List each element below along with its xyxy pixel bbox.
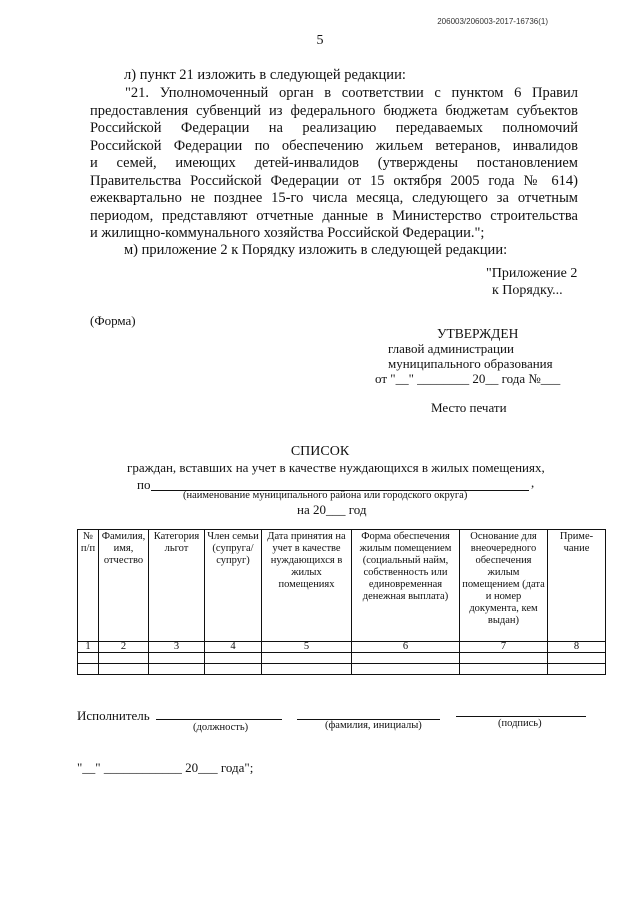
- document-id: 206003/206003-2017-16736(1): [437, 17, 548, 26]
- column-number-cell: 5: [262, 642, 352, 653]
- column-number-cell: 6: [352, 642, 460, 653]
- list-year: на 20___ год: [297, 502, 367, 517]
- table-header-row: [78, 530, 606, 642]
- approved-title: УТВЕРЖДЕН: [437, 326, 519, 341]
- column-number-cell: 4: [205, 642, 262, 653]
- header-cell-name: Фамилия, имя, отчество: [99, 530, 149, 642]
- table-cell: [460, 664, 548, 675]
- header-cell-basis: Основание для внеочередного обеспечения жилым помещением (дата и номер документа, кем выдан): [460, 530, 548, 642]
- approved-line-2: муниципального образования: [388, 356, 553, 371]
- table-cell: [548, 664, 606, 675]
- page-number: 5: [316, 33, 324, 48]
- approved-line-3: от "__" ________ 20__ года №___: [375, 371, 561, 386]
- header-cell-number: № п/п: [78, 530, 99, 642]
- list-title: СПИСОК: [290, 444, 350, 459]
- paragraph-21-line-2: предоставления субвенций из федерального бюджета бюджетам субъектов: [90, 102, 578, 119]
- table-row: [78, 653, 606, 664]
- table-cell: [78, 664, 99, 675]
- list-comma: ,: [531, 475, 535, 490]
- table-cell: [460, 653, 548, 664]
- column-number-cell: 1: [78, 642, 99, 653]
- list-po: по: [137, 477, 151, 492]
- table-cell: [149, 653, 205, 664]
- paragraph-21-line-7: ежеквартально не позднее 15-го числа месяца, следующего за отчетным: [90, 190, 578, 206]
- item-l-text: л) пункт 21 изложить в следующей редакции:: [124, 67, 406, 83]
- paragraph-21-line-1: "21. Уполномоченный орган в соответствии с пунктом 6 Правил: [125, 85, 578, 101]
- column-number-cell: 8: [548, 642, 606, 653]
- approved-line-1: главой администрации: [388, 341, 514, 356]
- register-table: [77, 529, 606, 675]
- executor-label: Исполнитель: [77, 708, 150, 723]
- paragraph-21-line-3: Российской Федерации на реализацию передаваемых полномочий: [90, 120, 578, 136]
- table-cell: [149, 664, 205, 675]
- column-number-cell: 3: [149, 642, 205, 653]
- signature-caption: (подпись): [498, 718, 542, 729]
- column-number-cell: 7: [460, 642, 548, 653]
- stamp-place: Место печати: [431, 400, 507, 415]
- table-cell: [352, 653, 460, 664]
- item-m-text: м) приложение 2 к Порядку изложить в следующей редакции:: [124, 242, 508, 258]
- paragraph-21-line-4: Российской Федерации по обеспечению жильем ветеранов, инвалидов: [90, 137, 578, 154]
- table-cell: [205, 664, 262, 675]
- table-cell: [262, 664, 352, 675]
- paragraph-21-line-5: и семей, имеющих детей-инвалидов (утверждены постановлением: [90, 155, 578, 171]
- table-cell: [262, 653, 352, 664]
- appendix-line-2: к Порядку...: [492, 283, 563, 298]
- header-cell-note: Приме- чание: [548, 530, 606, 642]
- signature-line: [456, 716, 586, 717]
- appendix-line-1: "Приложение 2: [486, 266, 578, 281]
- table-row: [78, 664, 606, 675]
- table-cell: [205, 653, 262, 664]
- paragraph-21-line-6: Правительства Российской Федерации от 15 октября 2005 года № 614): [90, 172, 578, 189]
- header-cell-registration-date: Дата принятия на учет в качестве нуждающихся в жилых помещениях: [262, 530, 352, 642]
- position-line: [156, 719, 282, 720]
- date-line: "__" ____________ 20___ года";: [77, 760, 254, 775]
- table-number-row: [78, 642, 606, 653]
- name-caption: (фамилия, инициалы): [325, 720, 422, 731]
- paragraph-21-line-9: и жилищно-коммунального хозяйства Российской Федерации.";: [90, 225, 485, 241]
- column-number-cell: 2: [99, 642, 149, 653]
- list-subtitle: граждан, вставших на учет в качестве нуждающихся в жилых помещениях,: [127, 460, 545, 475]
- position-caption: (должность): [193, 722, 249, 733]
- table-cell: [548, 653, 606, 664]
- header-cell-category: Категория льгот: [149, 530, 205, 642]
- header-cell-family-member: Член семьи (супруга/ супруг): [205, 530, 262, 642]
- table-cell: [352, 664, 460, 675]
- form-label: (Форма): [90, 313, 136, 328]
- header-cell-housing-form: Форма обеспечения жилым помещением (социальный найм, собственность или единовременная денежная выплата): [352, 530, 460, 642]
- table-cell: [99, 664, 149, 675]
- table-cell: [99, 653, 149, 664]
- paragraph-21-line-8: периодом, представляют отчетные данные в Министерство строительства: [90, 207, 578, 224]
- table-cell: [78, 653, 99, 664]
- list-caption: (наименование муниципального района или городского округа): [183, 490, 468, 501]
